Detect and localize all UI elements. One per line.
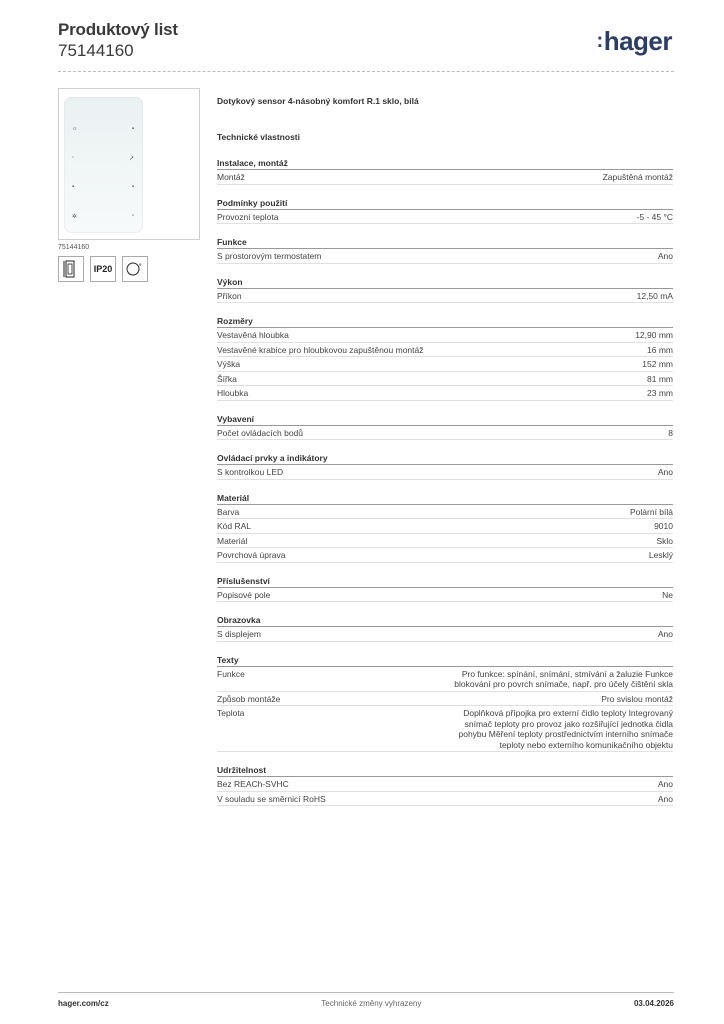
property-value: 8: [668, 427, 673, 438]
property-label: Vestavěná hloubka: [217, 330, 289, 340]
property-value: Sklo: [656, 535, 673, 546]
property-value: Doplňková přípojka pro externí čidlo teploty Integrovaný snímač teploty pro provoz jako rozšiřující jednotka čidla pohybu Měření teploty prostřednictvím interního snímače teploty nebo externího komunikačního objektu: [458, 708, 673, 750]
group-title: Rozměry: [217, 314, 673, 328]
property-value: -5 - 45 °C: [636, 211, 673, 222]
property-label: Povrchová úprava: [217, 550, 286, 560]
property-group: [217, 412, 673, 441]
property-group: [217, 314, 673, 401]
property-row: [217, 210, 673, 225]
property-group: [217, 491, 673, 563]
document-number: 75144160: [58, 41, 134, 60]
property-value: Ano: [657, 793, 673, 804]
group-title: Instalace, montáž: [217, 156, 673, 170]
property-value: 12,50 mA: [636, 290, 673, 301]
property-row: [217, 692, 673, 707]
footer-note: Technické změny vyhrazeny: [321, 999, 422, 1008]
property-value: 23 mm: [647, 388, 673, 398]
footer-divider: [58, 992, 674, 993]
lamp-icon: ☼: [72, 126, 78, 132]
property-value: Pro funkce: spínání, snímání, stmívání a žaluzie Funkce blokování pro povrch snímače, např. pro účely čištění skla: [454, 668, 673, 689]
property-row: [217, 357, 673, 372]
page-header: [58, 20, 674, 70]
property-value: Ano: [657, 251, 673, 261]
property-label: Vestavěné krabice pro hloubkovou zapuštěnou montáž: [217, 344, 424, 355]
section-title: Technické vlastnosti: [217, 132, 300, 142]
property-group: [217, 235, 673, 264]
property-row: [217, 588, 673, 603]
device-row-3: [72, 183, 134, 191]
property-value: Ano: [657, 779, 673, 789]
flush-mount-icon: [58, 256, 84, 282]
device-row-4: [72, 212, 134, 220]
svg-text:°: °: [139, 264, 142, 270]
property-value: 9010: [654, 521, 673, 531]
property-row: [217, 706, 673, 752]
property-row: [217, 249, 673, 264]
device-row-1: [72, 125, 134, 133]
property-row: [217, 792, 673, 807]
property-label: S displejem: [217, 629, 261, 639]
logo-wordmark: hager: [603, 26, 672, 56]
property-row: [217, 667, 673, 692]
property-row: [217, 328, 673, 343]
property-row: [217, 548, 673, 563]
header-divider: [58, 71, 674, 72]
property-group: [217, 275, 673, 304]
property-value: 81 mm: [647, 373, 673, 384]
property-label: Počet ovládacích bodů: [217, 427, 304, 438]
square-icon: ▪: [131, 184, 134, 190]
property-row: [217, 534, 673, 549]
property-label: Způsob montáže: [217, 693, 281, 704]
bell-icon: ▫: [131, 213, 134, 219]
property-group: [217, 196, 673, 225]
property-group: [217, 763, 673, 806]
property-row: [217, 289, 673, 304]
group-title: Udržitelnost: [217, 763, 673, 777]
property-group: [217, 156, 673, 185]
property-groups: [217, 156, 673, 806]
property-value: Ano: [657, 629, 673, 639]
logo-dots-icon: :: [596, 30, 603, 52]
group-title: Funkce: [217, 235, 673, 249]
group-title: Texty: [217, 653, 673, 667]
thermometer-icon: ✲: [72, 213, 78, 220]
technical-content: [217, 96, 673, 817]
property-group: [217, 653, 673, 753]
property-label: Popisové pole: [217, 589, 271, 600]
product-image: [58, 88, 200, 240]
temperature-range-icon: [122, 256, 148, 282]
footer-website[interactable]: hager.com/cz: [58, 999, 109, 1008]
property-label: Hloubka: [217, 388, 249, 398]
property-row: [217, 519, 673, 534]
property-row: [217, 343, 673, 358]
property-group: [217, 613, 673, 642]
property-label: V souladu se směrnicí RoHS: [217, 793, 326, 804]
property-row: [217, 170, 673, 185]
group-title: Výkon: [217, 275, 673, 289]
footer-date: 03.04.2026: [633, 999, 674, 1008]
document-title: Produktový list: [58, 20, 178, 39]
ip20-badge: IP20: [90, 256, 116, 282]
property-row: [217, 386, 673, 401]
property-value: 12,90 mm: [635, 330, 673, 340]
blind-icon: ◦: [72, 155, 75, 161]
rect-icon: ▪: [131, 126, 134, 132]
group-title: Příslušenství: [217, 574, 673, 588]
property-label: Materiál: [217, 535, 248, 546]
image-caption: 75144160: [58, 244, 90, 251]
property-label: Montáž: [217, 172, 245, 182]
property-group: [217, 574, 673, 603]
property-row: [217, 777, 673, 792]
group-title: Materiál: [217, 491, 673, 505]
property-row: [217, 627, 673, 642]
property-row: [217, 505, 673, 520]
property-row: [217, 465, 673, 480]
arrow-icon: ↗: [128, 155, 134, 162]
group-title: Vybavení: [217, 412, 673, 426]
hager-logo: [597, 26, 672, 57]
property-value: 16 mm: [647, 344, 673, 355]
property-value: Zapuštěná montáž: [602, 172, 673, 182]
touch-sensor-illustration: [64, 97, 143, 233]
property-value: Ne: [662, 589, 673, 600]
device-row-2: [72, 154, 134, 162]
property-label: Funkce: [217, 668, 245, 679]
property-row: [217, 426, 673, 441]
property-group: [217, 451, 673, 480]
property-row: [217, 372, 673, 387]
property-value: Lesklý: [648, 550, 673, 560]
property-label: Výška: [217, 359, 241, 369]
property-label: Teplota: [217, 708, 245, 718]
property-label: Barva: [217, 506, 240, 517]
property-value: Ano: [657, 467, 673, 477]
certification-icons: [58, 256, 200, 282]
property-label: Příkon: [217, 290, 242, 301]
property-value: Pro svislou montáž: [601, 693, 673, 704]
property-label: Provozní teplota: [217, 211, 279, 222]
scene-icon: ▪: [72, 184, 75, 190]
property-label: Šířka: [217, 373, 237, 384]
group-title: Obrazovka: [217, 613, 673, 627]
property-label: S prostorovým termostatem: [217, 251, 322, 261]
property-label: Bez REACh-SVHC: [217, 779, 289, 789]
property-value: Polární bílá: [630, 506, 673, 517]
group-title: Ovládací prvky a indikátory: [217, 451, 673, 465]
property-label: S kontrolkou LED: [217, 467, 284, 477]
product-image-column: [58, 88, 200, 282]
property-value: 152 mm: [642, 359, 673, 369]
product-name: Dotykový sensor 4-násobný komfort R.1 sklo, bílá: [217, 96, 419, 106]
property-label: Kód RAL: [217, 521, 252, 531]
group-title: Podmínky použití: [217, 196, 673, 210]
page-footer: [58, 999, 674, 1008]
